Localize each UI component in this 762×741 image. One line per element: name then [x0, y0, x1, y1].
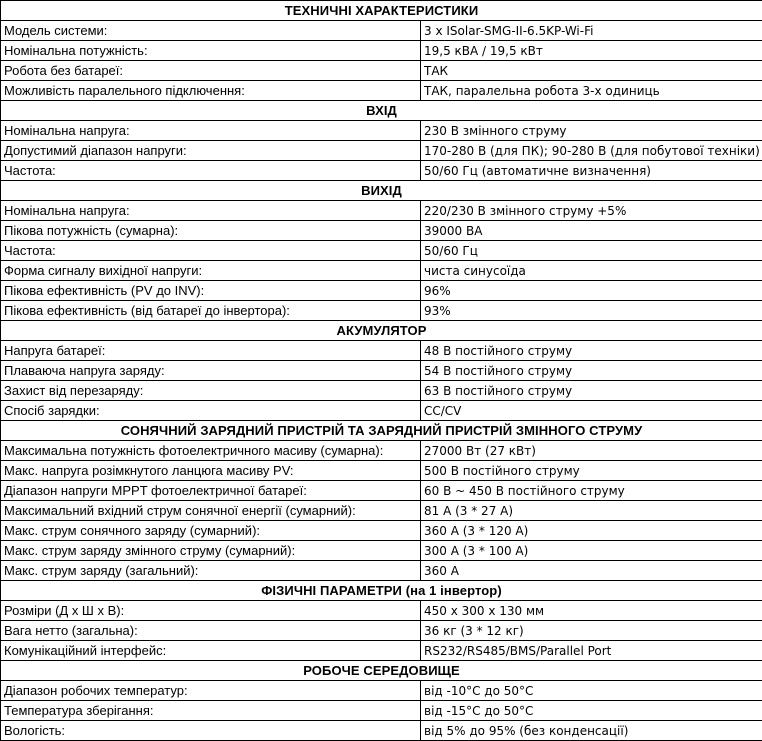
spec-label: Форма сигналу вихідної напруги:: [1, 261, 421, 281]
table-row: [1, 541, 762, 561]
table-row: [1, 201, 762, 221]
spec-label: Макс. струм заряду (загальний):: [1, 561, 421, 581]
spec-label: Діапазон робочих температур:: [1, 681, 421, 701]
spec-value: від -10°C до 50°C: [421, 681, 762, 701]
spec-value: 39000 ВА: [421, 221, 762, 241]
section-header-row: [1, 421, 762, 441]
spec-label: Плаваюча напруга заряду:: [1, 361, 421, 381]
spec-label: Частота:: [1, 241, 421, 261]
table-row: [1, 121, 762, 141]
table-row: [1, 721, 762, 741]
section-header-row: [1, 661, 762, 681]
spec-value: 93%: [421, 301, 762, 321]
table-row: [1, 361, 762, 381]
table-row: [1, 261, 762, 281]
spec-label: Напруга батареї:: [1, 341, 421, 361]
spec-value: 48 В постійного струму: [421, 341, 762, 361]
spec-label: Пікова потужність (сумарна):: [1, 221, 421, 241]
section-title: ВИХІД: [1, 181, 762, 201]
spec-label: Розміри (Д х Ш х В):: [1, 601, 421, 621]
spec-label: Робота без батареї:: [1, 61, 421, 81]
spec-label: Номінальна напруга:: [1, 121, 421, 141]
table-row: [1, 141, 762, 161]
spec-label: Захист від перезаряду:: [1, 381, 421, 401]
table-row: [1, 601, 762, 621]
section-header-row: [1, 581, 762, 601]
spec-value: 27000 Вт (27 кВт): [421, 441, 762, 461]
spec-label: Спосіб зарядки:: [1, 401, 421, 421]
section-title: СОНЯЧНИЙ ЗАРЯДНИЙ ПРИСТРІЙ ТА ЗАРЯДНИЙ ПРИСТРІЙ ЗМІННОГО СТРУМУ: [1, 421, 762, 441]
section-title: РОБОЧЕ СЕРЕДОВИЩЕ: [1, 661, 762, 681]
spec-label: Максимальний вхідний струм сонячної енергії (сумарний):: [1, 501, 421, 521]
spec-value: ТАК, паралельна робота 3-х одиниць: [421, 81, 762, 101]
spec-value: 36 кг (3 * 12 кг): [421, 621, 762, 641]
spec-value: від -15°C до 50°C: [421, 701, 762, 721]
spec-value: ТАК: [421, 61, 762, 81]
spec-label: Макс. напруга розімкнутого ланцюга масиву PV:: [1, 461, 421, 481]
spec-label: Макс. струм заряду змінного струму (сумарний):: [1, 541, 421, 561]
table-row: [1, 561, 762, 581]
table-row: [1, 701, 762, 721]
section-header-row: [1, 101, 762, 121]
spec-value: 50/60 Гц: [421, 241, 762, 261]
spec-value: RS232/RS485/BMS/Parallel Port: [421, 641, 762, 661]
spec-value: 300 A (3 * 100 A): [421, 541, 762, 561]
table-row: [1, 481, 762, 501]
spec-value: чиста синусоїда: [421, 261, 762, 281]
spec-value: CC/CV: [421, 401, 762, 421]
spec-value: 230 В змінного струму: [421, 121, 762, 141]
spec-value: 170-280 В (для ПК); 90-280 В (для побутової техніки): [421, 141, 762, 161]
spec-label: Вага нетто (загальна):: [1, 621, 421, 641]
table-row: [1, 301, 762, 321]
spec-label: Вологість:: [1, 721, 421, 741]
spec-value: 3 x ISolar-SMG-II-6.5KP-Wi-Fi: [421, 21, 762, 41]
section-title: ВХІД: [1, 101, 762, 121]
spec-value: 50/60 Гц (автоматичне визначення): [421, 161, 762, 181]
table-row: [1, 241, 762, 261]
spec-value: 500 В постійного струму: [421, 461, 762, 481]
section-header-row: [1, 321, 762, 341]
spec-label: Пікова ефективність (від батареї до інвертора):: [1, 301, 421, 321]
spec-label: Можливість паралельного підключення:: [1, 81, 421, 101]
spec-label: Максимальна потужність фотоелектричного масиву (сумарна):: [1, 441, 421, 461]
spec-value: 360 A: [421, 561, 762, 581]
spec-label: Макс. струм сонячного заряду (сумарний):: [1, 521, 421, 541]
table-row: [1, 461, 762, 481]
section-header-row: [1, 181, 762, 201]
spec-value: 19,5 кВА / 19,5 кВт: [421, 41, 762, 61]
spec-label: Температура зберігання:: [1, 701, 421, 721]
table-row: [1, 621, 762, 641]
spec-value: 60 В ~ 450 В постійного струму: [421, 481, 762, 501]
table-row: [1, 61, 762, 81]
spec-label: Номінальна напруга:: [1, 201, 421, 221]
spec-label: Номінальна потужність:: [1, 41, 421, 61]
table-row: [1, 521, 762, 541]
table-row: [1, 81, 762, 101]
table-row: [1, 221, 762, 241]
table-row: [1, 641, 762, 661]
spec-value: 81 A (3 * 27 A): [421, 501, 762, 521]
spec-table-body: [1, 1, 762, 741]
spec-label: Частота:: [1, 161, 421, 181]
table-row: [1, 441, 762, 461]
spec-value: від 5% до 95% (без конденсації): [421, 721, 762, 741]
spec-value: 63 В постійного струму: [421, 381, 762, 401]
spec-value: 450 x 300 x 130 мм: [421, 601, 762, 621]
spec-value: 96%: [421, 281, 762, 301]
spec-value: 220/230 В змінного струму +5%: [421, 201, 762, 221]
section-header-row: [1, 1, 762, 21]
table-row: [1, 21, 762, 41]
table-row: [1, 381, 762, 401]
spec-value: 54 В постійного струму: [421, 361, 762, 381]
table-row: [1, 161, 762, 181]
section-title: АКУМУЛЯТОР: [1, 321, 762, 341]
table-row: [1, 341, 762, 361]
table-row: [1, 281, 762, 301]
section-title: ФІЗИЧНІ ПАРАМЕТРИ (на 1 інвертор): [1, 581, 762, 601]
spec-value: 360 A (3 * 120 A): [421, 521, 762, 541]
spec-label: Пікова ефективність (PV до INV):: [1, 281, 421, 301]
table-row: [1, 501, 762, 521]
spec-label: Модель системи:: [1, 21, 421, 41]
spec-label: Допустимий діапазон напруги:: [1, 141, 421, 161]
section-title: ТЕХНИЧНІ ХАРАКТЕРИСТИКИ: [1, 1, 762, 21]
spec-label: Діапазон напруги MPPT фотоелектричної батареї:: [1, 481, 421, 501]
table-row: [1, 401, 762, 421]
table-row: [1, 41, 762, 61]
table-row: [1, 681, 762, 701]
spec-label: Комунікаційний інтерфейс:: [1, 641, 421, 661]
